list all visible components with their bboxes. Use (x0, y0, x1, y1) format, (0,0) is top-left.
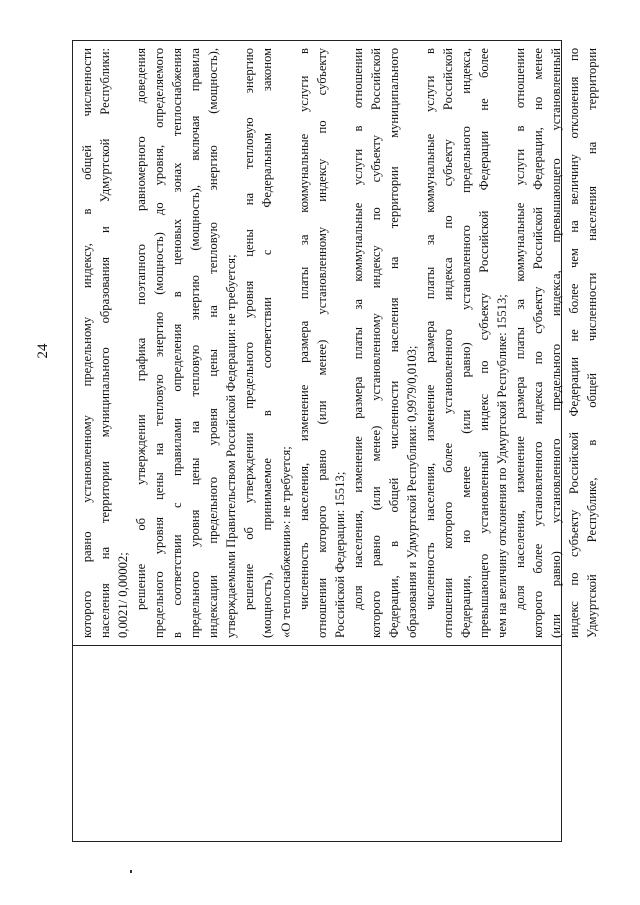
text-line: Российской Федерации: 15513; (332, 471, 347, 638)
text-line: утверждаемыми Правительством Российской Федерации: не требуется; (224, 254, 239, 638)
text-line: образования и Удмуртской Республики: 0,9979/0,0103; (404, 345, 419, 638)
text-line: которого более установленного индекса по субъекту Российской Федерации, но менее (531, 48, 546, 638)
text-line: решение об утверждении предельного уровня цены на тепловую энергию (242, 48, 257, 610)
text-line: доля населения, изменение размера платы за коммунальные услуги в отношении (513, 48, 528, 610)
text-line: предельного уровня цены на тепловую энергию (мощность), включая правила (188, 48, 203, 638)
text-line: решение об утверждении графика поэтапного равномерного доведения (134, 48, 149, 610)
text-line: 0,0021/ 0,00002; (116, 552, 131, 638)
text-line: превышающего установленный индекс по субъекту Российской Федерации не более (477, 48, 492, 638)
text-line: которого равно (или менее) установленному индексу по субъекту Российской (368, 48, 383, 638)
text-line: индексации предельного уровня цены на тепловую энергию (мощность), (206, 48, 221, 638)
page-number: 24 (35, 343, 51, 359)
text-line: численность населения, изменение размера платы за коммунальные услуги в (422, 48, 437, 610)
document-table (72, 40, 600, 842)
text-line: «О теплоснабжении»: не требуется; (278, 446, 293, 638)
text-line: которого равно установленному предельному индексу, в общей численности (80, 48, 94, 638)
text-line: населения на территории муниципального образования и Удмуртской Республики: (98, 48, 113, 638)
text-line: (мощность), принимаемое в соответствии с Федеральным законом (260, 48, 275, 638)
text-line: отношении которого более установленного индекса по субъекту Российской (440, 48, 455, 638)
table-cell-text (74, 42, 600, 644)
scan-speck (130, 870, 132, 873)
text-line: (или равно) установленного предельного индекса, превышающего установленный (549, 48, 564, 638)
text-line: доля населения, изменение размера платы за коммунальные услуги в отношении (350, 48, 365, 610)
text-line: численность населения, изменение размера платы за коммунальные услуги в (296, 48, 311, 610)
text-line: Федерации, в общей численности населения на территории муниципального (386, 48, 401, 638)
rotated-text-block (74, 42, 600, 644)
text-line: в соответствии с правилами определения в ценовых зонах теплоснабжения (170, 48, 185, 638)
table-cell-empty (74, 646, 560, 840)
text-line: чем на величину отклонения по Удмуртской Республике: 15513; (495, 294, 510, 638)
text-line: предельного уровня цены на тепловую энергию (мощность) до уровня, определяемого (152, 48, 167, 638)
text-line: Федерации, но менее (или равно) установленного предельного индекса, (458, 48, 473, 638)
text-line: отношении которого равно (или менее) установленному индексу по субъекту (314, 48, 329, 638)
text-line: индекс по субъекту Российской Федерации не более чем на величину отклонения по (567, 48, 582, 638)
text-line: Удмуртской Республике, в общей численности населения на территории (585, 48, 600, 638)
